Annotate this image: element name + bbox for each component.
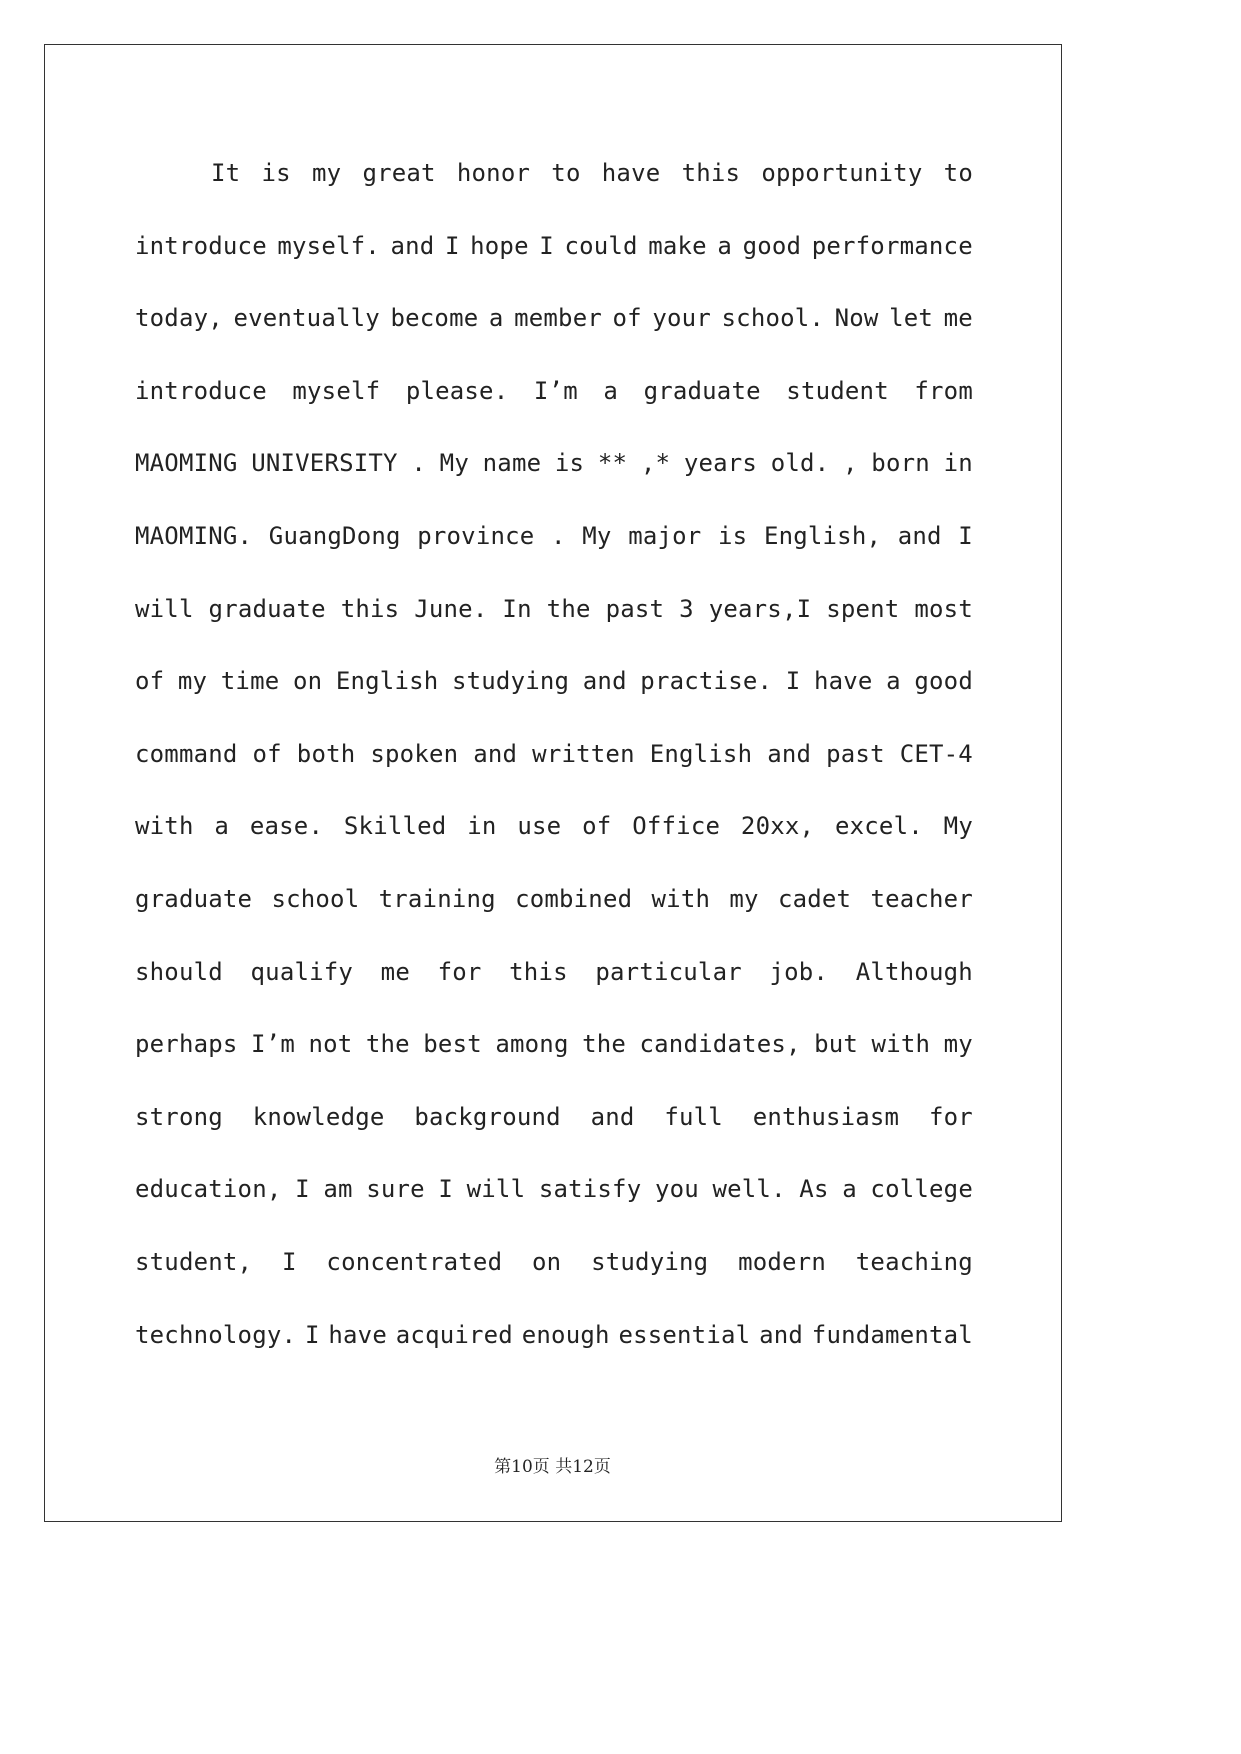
- text-word: I’m: [533, 376, 578, 405]
- text-word: In: [502, 594, 532, 623]
- text-word: MAOMING.: [135, 521, 253, 550]
- text-word: among: [495, 1030, 569, 1059]
- text-line: [135, 584, 973, 657]
- text-word: my: [729, 884, 759, 913]
- text-word: full: [664, 1102, 723, 1131]
- text-word: MAOMING: [135, 449, 238, 478]
- text-word: good: [914, 667, 973, 696]
- text-word: I: [539, 231, 554, 260]
- text-word: hope: [470, 231, 529, 260]
- text-word: Now: [834, 304, 879, 333]
- text-word: concentrated: [326, 1247, 503, 1276]
- text-word: spoken: [370, 739, 459, 768]
- text-word: strong: [135, 1102, 223, 1131]
- text-line: [135, 1310, 973, 1383]
- text-word: today,: [135, 304, 223, 333]
- text-word: candidates,: [639, 1030, 801, 1059]
- text-word: background: [414, 1102, 561, 1131]
- text-word: English: [649, 739, 753, 768]
- text-word: CET-4: [899, 739, 973, 768]
- text-word: could: [564, 231, 638, 260]
- text-word: of: [582, 812, 612, 841]
- text-word: honor: [456, 159, 531, 187]
- text-word: make: [648, 231, 707, 260]
- text-word: GuangDong: [268, 521, 401, 550]
- text-word: member: [514, 304, 602, 333]
- text-word: cadet: [777, 884, 852, 913]
- text-word: My: [582, 521, 612, 550]
- text-word: in: [467, 812, 497, 841]
- text-word: I: [958, 521, 973, 550]
- text-word: ,*: [640, 449, 671, 478]
- text-word: years,I: [708, 594, 812, 623]
- text-word: me: [380, 957, 410, 986]
- text-line: [135, 293, 973, 366]
- text-word: myself.: [277, 231, 380, 260]
- text-word: combined: [515, 884, 633, 913]
- text-word: is: [718, 521, 748, 550]
- text-word: sure: [366, 1175, 425, 1204]
- text-word: a: [717, 231, 733, 260]
- text-word: spent: [826, 594, 900, 623]
- text-word: time: [220, 667, 280, 696]
- text-word: have: [328, 1320, 387, 1349]
- text-word: excel.: [834, 812, 923, 841]
- text-word: on: [292, 667, 323, 696]
- text-word: teaching: [855, 1247, 973, 1276]
- text-word: major: [628, 521, 702, 550]
- text-word: technology.: [135, 1320, 297, 1349]
- text-word: graduate: [208, 594, 326, 623]
- text-word: with: [135, 812, 194, 841]
- text-word: have: [813, 667, 873, 696]
- text-line: [135, 729, 973, 802]
- text-word: have: [601, 159, 661, 187]
- text-word: opportunity: [761, 159, 923, 187]
- text-word: perhaps: [135, 1030, 238, 1059]
- text-word: a: [488, 304, 504, 333]
- text-word: teacher: [870, 884, 973, 913]
- text-word: of: [612, 304, 642, 333]
- text-word: 3: [679, 594, 694, 623]
- text-word: the: [365, 1030, 410, 1059]
- text-word: of: [252, 739, 282, 768]
- text-word: I: [295, 1175, 310, 1204]
- text-word: 20xx,: [740, 812, 815, 841]
- text-word: and: [767, 739, 812, 768]
- text-word: and: [759, 1320, 804, 1349]
- text-word: satisfy: [538, 1175, 642, 1204]
- text-word: Skilled: [343, 812, 447, 841]
- text-line: [135, 511, 973, 584]
- text-word: and: [582, 667, 627, 696]
- text-word: fundamental: [811, 1320, 973, 1349]
- text-line: [135, 1237, 973, 1310]
- text-word: this: [681, 159, 741, 187]
- text-word: school: [271, 884, 360, 913]
- text-word: practise.: [640, 667, 773, 696]
- text-word: past: [826, 739, 885, 768]
- text-word: province: [417, 521, 535, 550]
- text-word: English,: [763, 521, 882, 550]
- text-word: of: [135, 667, 165, 696]
- text-word: I: [304, 1320, 320, 1349]
- text-word: eventually: [233, 304, 380, 333]
- text-word: in: [943, 449, 973, 478]
- text-line: [135, 874, 973, 947]
- text-word: the: [546, 594, 591, 623]
- text-word: should: [135, 957, 223, 986]
- text-word: a: [886, 667, 901, 696]
- text-word: studying: [591, 1247, 709, 1276]
- text-word: but: [814, 1030, 859, 1059]
- text-word: training: [378, 884, 496, 913]
- text-word: a: [603, 376, 619, 405]
- text-line: [135, 1092, 973, 1165]
- text-word: **: [597, 449, 628, 478]
- text-word: this: [509, 957, 568, 986]
- text-line: [135, 221, 973, 294]
- text-word: me: [943, 304, 973, 333]
- text-word: student,: [135, 1247, 253, 1276]
- text-word: graduate: [135, 884, 253, 913]
- text-word: good: [742, 231, 802, 260]
- text-word: born: [871, 449, 930, 478]
- text-word: My: [439, 449, 469, 478]
- text-line: [135, 1164, 973, 1237]
- text-word: My: [943, 812, 973, 841]
- text-word: will: [466, 1175, 526, 1204]
- text-word: both: [296, 739, 356, 768]
- text-word: June.: [414, 594, 488, 623]
- text-word: I: [444, 231, 460, 260]
- text-word: introduce: [135, 376, 267, 405]
- text-word: English: [335, 667, 439, 696]
- text-word: your: [652, 304, 711, 333]
- text-word: I: [438, 1175, 454, 1204]
- text-word: name: [482, 449, 542, 478]
- text-word: enthusiasm: [752, 1102, 900, 1131]
- text-word: I’m: [251, 1030, 295, 1059]
- text-word: It: [211, 159, 241, 187]
- text-word: particular: [595, 957, 742, 986]
- text-line: [135, 947, 973, 1020]
- text-word: am: [323, 1175, 353, 1204]
- text-word: well.: [712, 1175, 786, 1204]
- text-word: UNIVERSITY: [251, 449, 398, 478]
- text-word: for: [929, 1102, 973, 1131]
- text-word: great: [362, 159, 436, 187]
- text-word: best: [423, 1030, 482, 1059]
- text-word: my: [177, 667, 208, 696]
- text-word: myself: [292, 376, 381, 405]
- text-word: most: [914, 594, 973, 623]
- text-word: to: [943, 159, 973, 187]
- text-word: with: [871, 1030, 931, 1059]
- text-word: will: [135, 594, 194, 623]
- text-word: use: [517, 812, 562, 841]
- text-word: student: [786, 376, 889, 405]
- text-word: I: [281, 1247, 297, 1276]
- text-word: modern: [738, 1247, 826, 1276]
- text-word: the: [582, 1030, 627, 1059]
- text-word: to: [551, 159, 581, 187]
- text-word: Office: [632, 812, 721, 841]
- text-word: written: [532, 739, 635, 768]
- text-word: past: [605, 594, 665, 623]
- text-word: let: [889, 304, 934, 333]
- text-word: become: [390, 304, 479, 333]
- text-word: introduce: [135, 231, 267, 260]
- text-word: is: [261, 159, 291, 187]
- text-word: with: [651, 884, 711, 913]
- text-word: a: [842, 1175, 857, 1204]
- text-word: job.: [769, 957, 829, 986]
- text-line: [135, 656, 973, 729]
- text-line: [135, 438, 973, 511]
- text-line: [135, 366, 973, 439]
- text-word: this: [340, 594, 400, 623]
- text-line: [135, 1019, 973, 1092]
- text-word: Although: [855, 957, 973, 986]
- text-word: As: [799, 1175, 829, 1204]
- text-word: and: [473, 739, 518, 768]
- text-word: my: [943, 1030, 973, 1059]
- text-word: college: [870, 1175, 973, 1204]
- text-word: ease.: [249, 812, 324, 841]
- text-word: for: [437, 957, 482, 986]
- text-word: graduate: [643, 376, 761, 405]
- text-word: knowledge: [252, 1102, 385, 1131]
- text-word: years: [683, 449, 758, 478]
- text-line: [135, 801, 973, 874]
- text-word: from: [914, 376, 973, 405]
- text-word: is: [554, 449, 585, 478]
- text-word: and: [897, 521, 942, 550]
- text-word: qualify: [250, 957, 354, 986]
- body-text: [135, 148, 973, 1382]
- text-word: acquired: [395, 1320, 513, 1349]
- text-word: school.: [721, 304, 825, 333]
- text-word: .: [551, 521, 566, 550]
- text-word: and: [390, 231, 435, 260]
- text-word: performance: [811, 231, 973, 260]
- text-word: you: [654, 1175, 699, 1204]
- text-word: essential: [618, 1320, 751, 1349]
- text-word: I: [785, 667, 801, 696]
- text-word: old.: [770, 449, 830, 478]
- text-word: my: [311, 159, 342, 187]
- text-word: on: [532, 1247, 562, 1276]
- page-number-footer: 第10页 共12页: [494, 1457, 611, 1477]
- text-line: [135, 148, 973, 221]
- text-word: a: [214, 812, 230, 841]
- text-word: command: [135, 739, 238, 768]
- text-word: please.: [405, 376, 509, 405]
- text-word: and: [590, 1102, 635, 1131]
- text-word: .: [411, 449, 427, 478]
- text-word: enough: [521, 1320, 610, 1349]
- text-word: ,: [842, 449, 858, 478]
- text-word: studying: [451, 667, 570, 696]
- text-word: education,: [135, 1175, 282, 1204]
- text-word: not: [308, 1030, 353, 1059]
